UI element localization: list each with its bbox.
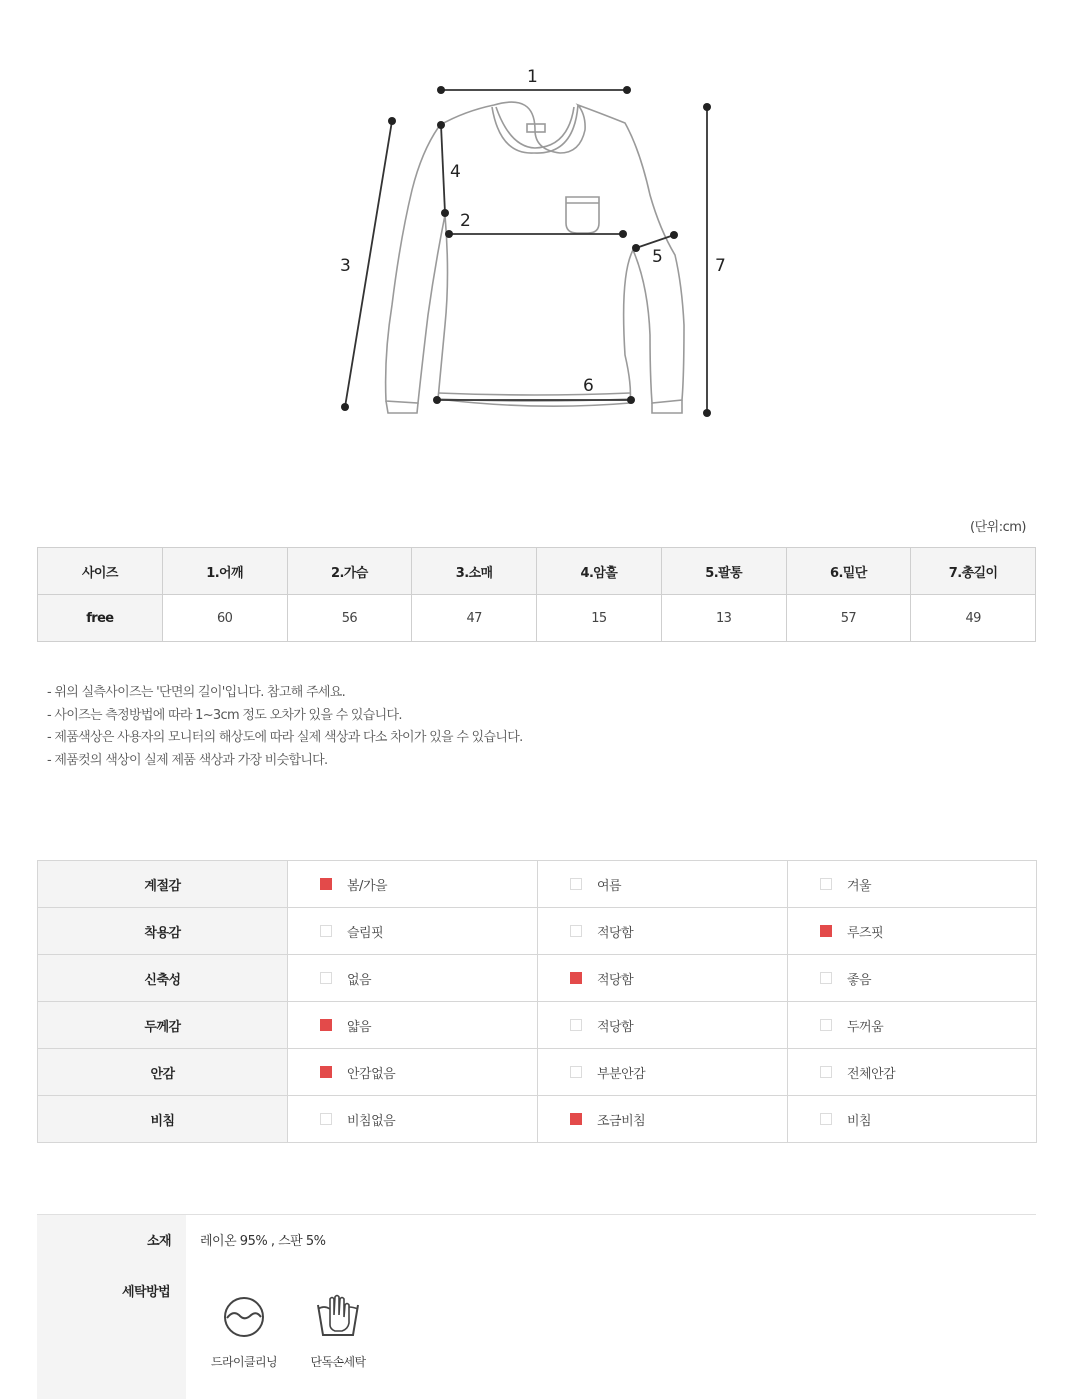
header-cell: 사이즈 xyxy=(38,548,163,595)
checkbox-icon xyxy=(570,972,582,984)
note-line: - 사이즈는 측정방법에 따라 1~3cm 정도 오차가 있을 수 있습니다. xyxy=(47,707,402,723)
checkbox-icon xyxy=(570,878,582,890)
option-label: 적당함 xyxy=(597,925,634,941)
measure-label-4: 4 xyxy=(450,162,461,182)
measure-point xyxy=(445,230,453,238)
option-cell xyxy=(538,861,788,908)
unit-label: (단위:cm) xyxy=(970,520,1026,535)
option-cell xyxy=(288,955,538,1002)
value-cell: 49 xyxy=(911,595,1036,642)
measure-point xyxy=(619,230,627,238)
checkbox-icon xyxy=(820,1066,832,1078)
table-row xyxy=(38,595,1036,642)
measure-label-2: 2 xyxy=(460,211,471,231)
checkbox-icon xyxy=(320,1113,332,1125)
measure-label-7: 7 xyxy=(715,256,726,276)
checkbox-icon xyxy=(320,878,332,890)
option-label: 두꺼움 xyxy=(847,1019,884,1035)
option-label: 적당함 xyxy=(597,972,634,988)
option-cell xyxy=(538,1096,788,1143)
option-cell xyxy=(288,861,538,908)
checkbox-icon xyxy=(570,1113,582,1125)
checkbox-icon xyxy=(570,925,582,937)
header-cell: 2.가슴 xyxy=(287,548,412,595)
header-cell: 1.어깨 xyxy=(162,548,287,595)
option-cell xyxy=(538,1002,788,1049)
header-cell: 7.총길이 xyxy=(911,548,1036,595)
measure-point xyxy=(388,117,396,125)
option-cell xyxy=(288,1049,538,1096)
header-cell: 4.암홀 xyxy=(537,548,662,595)
checkbox-icon xyxy=(320,1066,332,1078)
measure-point xyxy=(433,396,441,404)
row-label: 계절감 xyxy=(38,861,288,908)
option-cell xyxy=(788,861,1037,908)
option-cell xyxy=(788,1049,1037,1096)
option-label: 슬림핏 xyxy=(347,925,384,941)
measure-label-6: 6 xyxy=(583,376,594,396)
long-sleeve-tshirt-illustration xyxy=(320,55,760,430)
checkbox-icon xyxy=(820,972,832,984)
note-line: - 제품색상은 사용자의 모니터의 해상도에 따라 실제 색상과 다소 차이가 있을 수 있습니다. xyxy=(47,730,523,745)
checkbox-icon xyxy=(820,878,832,890)
fit-feel-table xyxy=(37,860,1037,1143)
hand-wash-icon xyxy=(314,1293,362,1341)
checkbox-icon xyxy=(820,925,832,937)
option-cell xyxy=(538,908,788,955)
row-label: 두께감 xyxy=(38,1002,288,1049)
option-cell xyxy=(538,1049,788,1096)
measurement-diagram xyxy=(320,55,760,430)
checkbox-icon xyxy=(820,1113,832,1125)
material-value: 레이온 95% , 스판 5% xyxy=(200,1234,326,1249)
size-table xyxy=(37,547,1036,642)
option-label: 좋음 xyxy=(847,972,872,988)
measure-point xyxy=(670,231,678,239)
note-line: - 위의 실측사이즈는 '단면의 길이'입니다. 참고해 주세요. xyxy=(47,685,346,700)
option-cell xyxy=(538,955,788,1002)
header-cell: 6.밑단 xyxy=(786,548,911,595)
table-row xyxy=(38,861,1037,908)
measure-point xyxy=(703,409,711,417)
material-label: 소재 xyxy=(147,1234,172,1249)
option-label: 얇음 xyxy=(347,1019,372,1035)
checkbox-icon xyxy=(570,1019,582,1031)
value-cell: 15 xyxy=(537,595,662,642)
measure-point xyxy=(437,121,445,129)
option-cell xyxy=(788,1002,1037,1049)
table-row xyxy=(38,1096,1037,1143)
measure-point xyxy=(632,244,640,252)
option-cell xyxy=(788,908,1037,955)
table-row xyxy=(38,908,1037,955)
option-label: 안감없음 xyxy=(347,1066,396,1082)
option-cell xyxy=(288,1002,538,1049)
option-label: 없음 xyxy=(347,972,372,988)
row-label: 안감 xyxy=(38,1049,288,1096)
table-row xyxy=(38,955,1037,1002)
measure-point xyxy=(441,209,449,217)
checkbox-icon xyxy=(820,1019,832,1031)
size-cell: free xyxy=(38,595,163,642)
option-cell xyxy=(788,955,1037,1002)
dry-cleaning-icon xyxy=(220,1293,268,1341)
checkbox-icon xyxy=(320,925,332,937)
option-cell xyxy=(788,1096,1037,1143)
measure-label-3: 3 xyxy=(340,256,351,276)
measure-point xyxy=(703,103,711,111)
value-cell: 13 xyxy=(661,595,786,642)
row-label: 착용감 xyxy=(38,908,288,955)
value-cell: 57 xyxy=(786,595,911,642)
option-label: 비침 xyxy=(847,1113,872,1129)
wash-item-dry-cleaning xyxy=(204,1293,284,1370)
checkbox-icon xyxy=(570,1066,582,1078)
option-label: 봄/가을 xyxy=(347,878,388,894)
value-cell: 56 xyxy=(287,595,412,642)
row-label: 신축성 xyxy=(38,955,288,1002)
size-notes xyxy=(47,682,523,772)
measure-point xyxy=(623,86,631,94)
option-label: 전체안감 xyxy=(847,1066,896,1082)
measure-label-5: 5 xyxy=(652,247,663,267)
option-label: 비침없음 xyxy=(347,1113,396,1129)
measure-label-1: 1 xyxy=(527,67,538,87)
measure-point xyxy=(437,86,445,94)
wash-label: 단독손세탁 xyxy=(310,1355,366,1369)
option-cell xyxy=(288,1096,538,1143)
washing-label: 세탁방법 xyxy=(122,1285,171,1300)
measure-point xyxy=(627,396,635,404)
option-label: 루즈핏 xyxy=(847,925,884,941)
measure-point xyxy=(341,403,349,411)
option-label: 여름 xyxy=(597,878,622,894)
material-section xyxy=(37,1214,1036,1399)
note-line: - 제품컷의 색상이 실제 제품 색상과 가장 비슷합니다. xyxy=(47,752,328,768)
header-cell: 3.소매 xyxy=(412,548,537,595)
checkbox-icon xyxy=(320,972,332,984)
table-row xyxy=(38,1049,1037,1096)
option-label: 부분안감 xyxy=(597,1066,646,1082)
header-cell: 5.팔통 xyxy=(661,548,786,595)
wash-item-hand-wash xyxy=(298,1293,378,1370)
value-cell: 47 xyxy=(412,595,537,642)
size-table-header xyxy=(38,548,1036,595)
option-label: 겨울 xyxy=(847,878,872,894)
row-label: 비침 xyxy=(38,1096,288,1143)
option-label: 조금비침 xyxy=(597,1113,646,1129)
checkbox-icon xyxy=(320,1019,332,1031)
option-cell xyxy=(288,908,538,955)
value-cell: 60 xyxy=(162,595,287,642)
option-label: 적당함 xyxy=(597,1019,634,1035)
table-row xyxy=(38,1002,1037,1049)
wash-label: 드라이클리닝 xyxy=(211,1355,277,1369)
